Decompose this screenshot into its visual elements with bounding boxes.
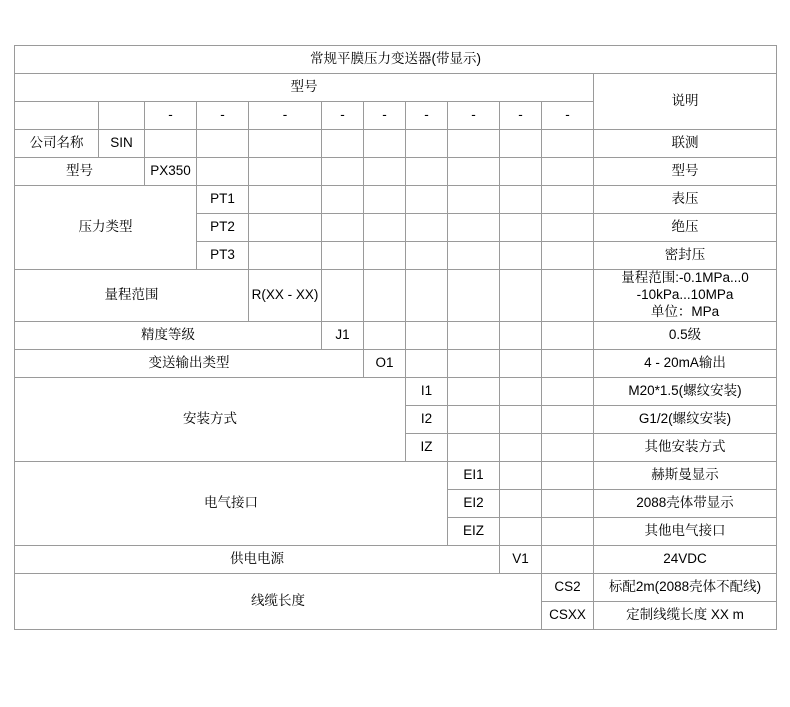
blank-cell <box>542 461 594 489</box>
code-mounting-3: IZ <box>406 433 448 461</box>
blank-cell <box>500 405 542 433</box>
desc-range-line-3: 单位：MPa <box>650 303 720 319</box>
blank-cell <box>542 377 594 405</box>
desc-cable-1: 标配2m(2088壳体不配线) <box>594 573 777 601</box>
blank-cell <box>322 270 364 322</box>
blank-cell <box>500 461 542 489</box>
dash-cell-6: - <box>406 102 448 130</box>
code-model: PX350 <box>145 158 197 186</box>
blank-cell <box>542 405 594 433</box>
dash-cell-9: - <box>542 102 594 130</box>
table-row-output <box>15 349 777 377</box>
blank-cell <box>448 433 500 461</box>
code-company: SIN <box>99 130 145 158</box>
dash-cell-blank-2 <box>99 102 145 130</box>
blank-cell <box>542 517 594 545</box>
table-row-title <box>15 46 777 74</box>
code-electrical-3: EIZ <box>448 517 500 545</box>
blank-cell <box>448 130 500 158</box>
blank-cell <box>364 130 406 158</box>
desc-pressure-type-3: 密封压 <box>594 242 777 270</box>
blank-cell <box>364 242 406 270</box>
header-model-label: 型号 <box>15 74 594 102</box>
desc-range-line-2: -10kPa...10MPa <box>636 286 734 302</box>
blank-cell <box>500 158 542 186</box>
desc-model: 型号 <box>594 158 777 186</box>
desc-cable-2: 定制线缆长度 XX m <box>594 601 777 629</box>
dash-cell-4: - <box>322 102 364 130</box>
blank-cell <box>364 186 406 214</box>
table-row-company <box>15 130 777 158</box>
blank-cell <box>406 214 448 242</box>
dash-cell-7: - <box>448 102 500 130</box>
table-row-power <box>15 545 777 573</box>
blank-cell <box>249 242 322 270</box>
blank-cell <box>406 270 448 322</box>
row-label-power: 供电电源 <box>15 545 500 573</box>
blank-cell <box>249 130 322 158</box>
table-row-pressure-type-1 <box>15 186 777 214</box>
blank-cell <box>322 186 364 214</box>
blank-cell <box>542 242 594 270</box>
blank-cell <box>448 405 500 433</box>
code-accuracy: J1 <box>322 321 364 349</box>
blank-cell <box>406 186 448 214</box>
blank-cell <box>500 517 542 545</box>
blank-cell <box>542 158 594 186</box>
blank-cell <box>542 321 594 349</box>
blank-cell <box>406 349 448 377</box>
blank-cell <box>448 214 500 242</box>
code-pressure-type-1: PT1 <box>197 186 249 214</box>
blank-cell <box>322 242 364 270</box>
desc-mounting-1: M20*1.5(螺纹安装) <box>594 377 777 405</box>
blank-cell <box>500 130 542 158</box>
blank-cell <box>364 214 406 242</box>
dash-cell-2: - <box>197 102 249 130</box>
blank-cell <box>448 158 500 186</box>
desc-output: 4 - 20mA输出 <box>594 349 777 377</box>
code-range: R(XX - XX) <box>249 270 322 322</box>
blank-cell <box>448 377 500 405</box>
blank-cell <box>542 186 594 214</box>
blank-cell <box>406 242 448 270</box>
blank-cell <box>542 270 594 322</box>
desc-accuracy: 0.5级 <box>594 321 777 349</box>
blank-cell <box>364 158 406 186</box>
row-label-cable: 线缆长度 <box>15 573 542 629</box>
blank-cell <box>448 186 500 214</box>
table-row-electrical-1 <box>15 461 777 489</box>
blank-cell <box>500 433 542 461</box>
desc-power: 24VDC <box>594 545 777 573</box>
desc-company: 联测 <box>594 130 777 158</box>
blank-cell <box>500 242 542 270</box>
blank-cell <box>322 130 364 158</box>
table-row-model <box>15 158 777 186</box>
dash-cell-5: - <box>364 102 406 130</box>
table-row-accuracy <box>15 321 777 349</box>
row-label-output: 变送输出类型 <box>15 349 364 377</box>
document-title: 常规平膜压力变送器(带显示) <box>15 46 777 74</box>
desc-electrical-3: 其他电气接口 <box>594 517 777 545</box>
dash-cell-1: - <box>145 102 197 130</box>
code-pressure-type-2: PT2 <box>197 214 249 242</box>
blank-cell <box>500 349 542 377</box>
table-row-mounting-1 <box>15 377 777 405</box>
blank-cell <box>249 186 322 214</box>
row-label-accuracy: 精度等级 <box>15 321 322 349</box>
blank-cell <box>249 214 322 242</box>
desc-range-line-1: 量程范围:-0.1MPa...0 <box>621 270 749 285</box>
code-cable-2: CSXX <box>542 601 594 629</box>
desc-mounting-2: G1/2(螺纹安装) <box>594 405 777 433</box>
blank-cell <box>500 321 542 349</box>
blank-cell <box>542 433 594 461</box>
blank-cell <box>500 377 542 405</box>
row-label-company: 公司名称 <box>15 130 99 158</box>
desc-electrical-1: 赫斯曼显示 <box>594 461 777 489</box>
table-row-range <box>15 270 777 322</box>
blank-cell <box>542 489 594 517</box>
blank-cell <box>322 158 364 186</box>
blank-cell <box>448 242 500 270</box>
dash-cell-3: - <box>249 102 322 130</box>
blank-cell <box>542 214 594 242</box>
code-mounting-1: I1 <box>406 377 448 405</box>
blank-cell <box>542 545 594 573</box>
row-label-pressure-type: 压力类型 <box>15 186 197 270</box>
table-row-cable-1 <box>15 573 777 601</box>
row-label-mounting: 安装方式 <box>15 377 406 461</box>
desc-pressure-type-2: 绝压 <box>594 214 777 242</box>
desc-pressure-type-1: 表压 <box>594 186 777 214</box>
code-output: O1 <box>364 349 406 377</box>
blank-cell <box>406 321 448 349</box>
desc-electrical-2: 2088壳体带显示 <box>594 489 777 517</box>
code-electrical-2: EI2 <box>448 489 500 517</box>
row-label-range: 量程范围 <box>15 270 249 322</box>
blank-cell <box>500 186 542 214</box>
blank-cell <box>197 158 249 186</box>
row-label-model: 型号 <box>15 158 145 186</box>
code-power: V1 <box>500 545 542 573</box>
blank-cell <box>145 130 197 158</box>
dash-cell-8: - <box>500 102 542 130</box>
desc-mounting-3: 其他安装方式 <box>594 433 777 461</box>
blank-cell <box>322 214 364 242</box>
code-cable-1: CS2 <box>542 573 594 601</box>
blank-cell <box>500 489 542 517</box>
code-mounting-2: I2 <box>406 405 448 433</box>
desc-range <box>594 270 777 322</box>
blank-cell <box>406 158 448 186</box>
blank-cell <box>542 349 594 377</box>
row-label-electrical: 电气接口 <box>15 461 448 545</box>
blank-cell <box>197 130 249 158</box>
table-row-header <box>15 74 777 102</box>
blank-cell <box>249 158 322 186</box>
blank-cell <box>364 321 406 349</box>
blank-cell <box>448 321 500 349</box>
dash-cell-blank <box>15 102 99 130</box>
code-electrical-1: EI1 <box>448 461 500 489</box>
product-model-table <box>14 45 777 630</box>
blank-cell <box>500 270 542 322</box>
header-description-label: 说明 <box>594 74 777 130</box>
blank-cell <box>542 130 594 158</box>
blank-cell <box>364 270 406 322</box>
code-pressure-type-3: PT3 <box>197 242 249 270</box>
blank-cell <box>448 270 500 322</box>
blank-cell <box>406 130 448 158</box>
blank-cell <box>448 349 500 377</box>
blank-cell <box>500 214 542 242</box>
